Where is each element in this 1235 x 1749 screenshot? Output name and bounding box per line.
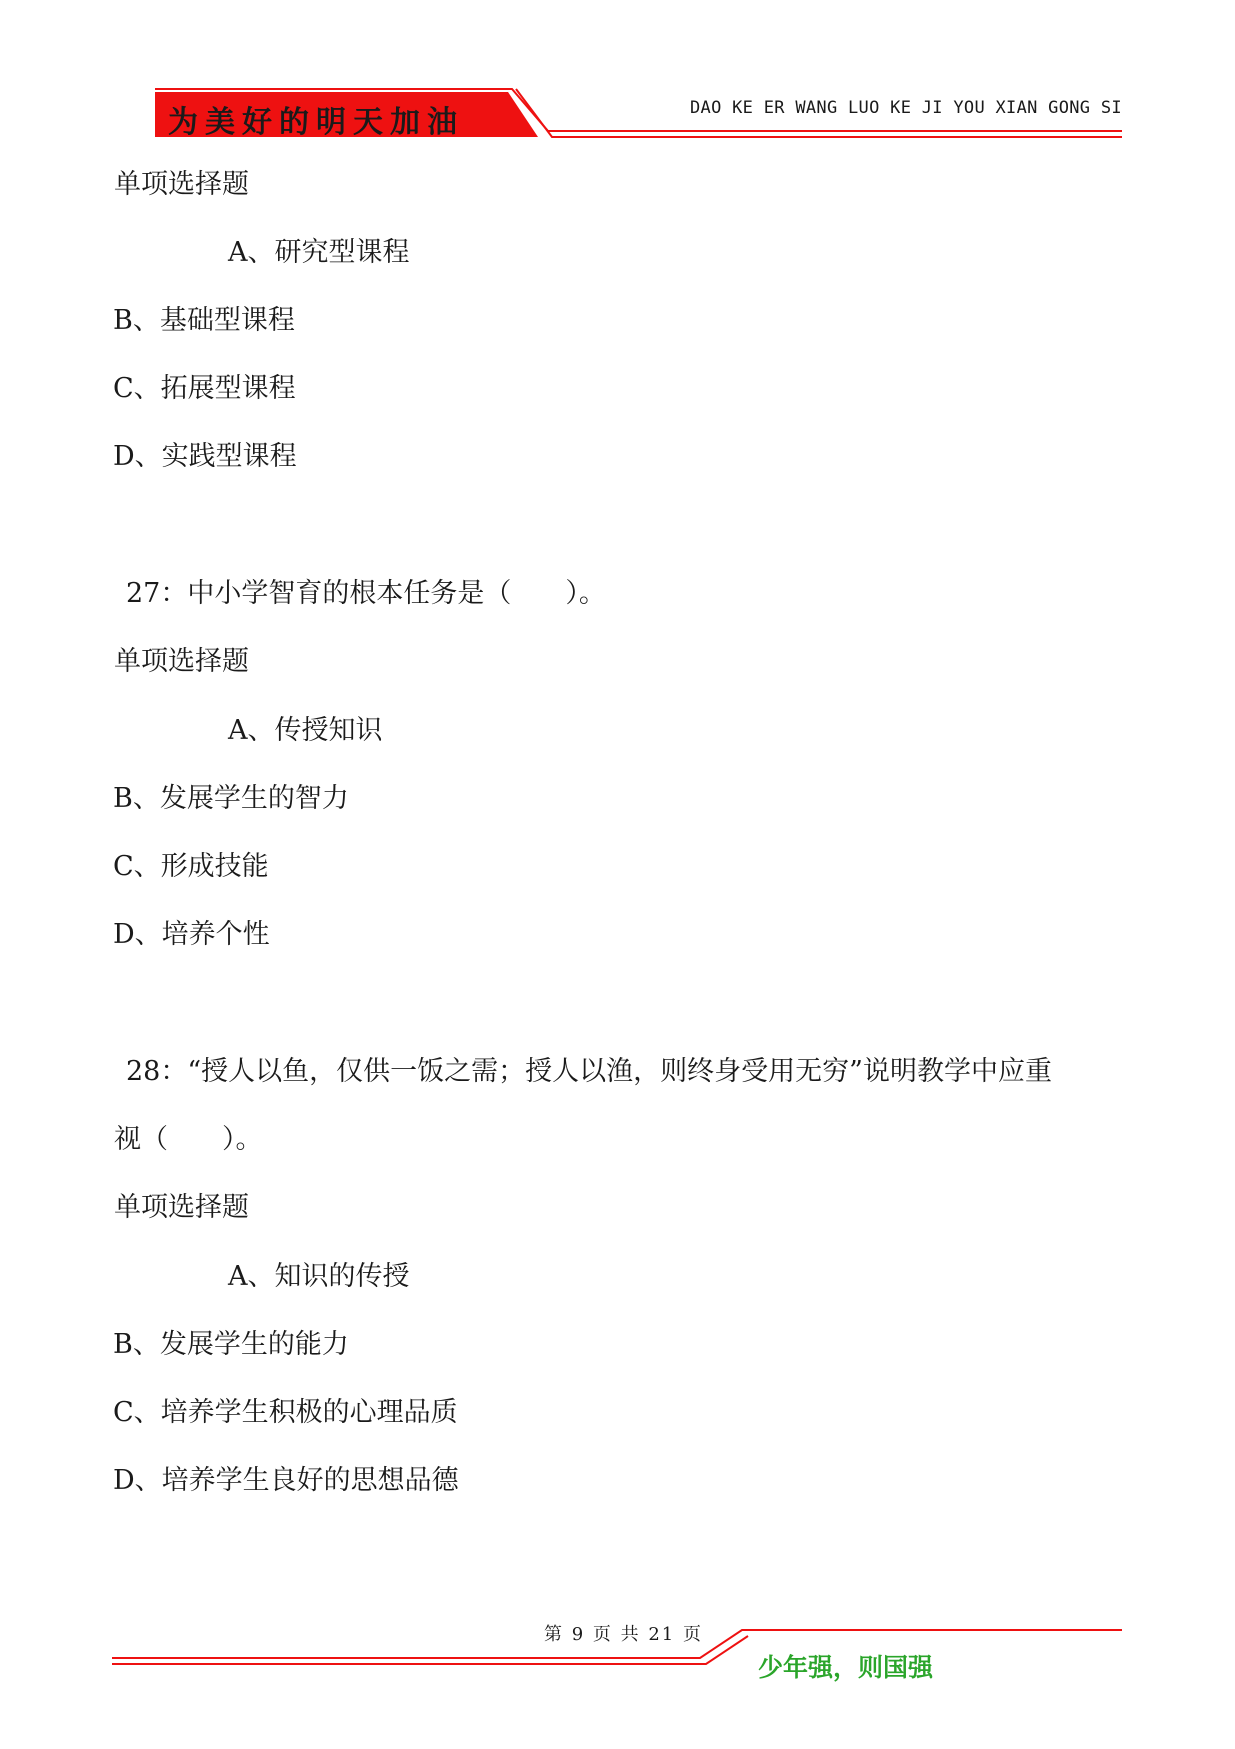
option-c: C、培养学生积极的心理品质 [113, 1397, 458, 1428]
footer-rule-top [112, 1630, 1122, 1658]
question-type-label: 单项选择题 [114, 646, 249, 677]
footer-rule-graphic [0, 1590, 1235, 1710]
question-stem: 27：中小学智育的根本任务是（ ）。 [126, 578, 606, 609]
option-d: D、实践型课程 [113, 441, 297, 472]
footer-motto: 少年强，则国强 [758, 1653, 934, 1682]
question-stem-continued: 视（ ）。 [114, 1124, 263, 1155]
option-b: B、发展学生的能力 [113, 1329, 349, 1360]
option-a: A、传授知识 [228, 715, 383, 746]
header-slogan: 为美好的明天加油 [168, 105, 464, 140]
page-footer [0, 1590, 1235, 1710]
option-c: C、形成技能 [113, 851, 269, 882]
question-type-label: 单项选择题 [114, 169, 249, 200]
footer-rule-bottom [112, 1636, 748, 1664]
option-b: B、基础型课程 [113, 305, 295, 336]
page-number: 第 9 页 共 21 页 [544, 1624, 703, 1645]
question-stem: 28：“授人以鱼，仅供一饭之需；授人以渔，则终身受用无穷”说明教学中应重 [126, 1056, 1052, 1087]
option-a: A、研究型课程 [228, 237, 410, 268]
page-header [0, 0, 1235, 150]
question-type-label: 单项选择题 [114, 1192, 249, 1223]
option-d: D、培养学生良好的思想品德 [113, 1465, 459, 1496]
option-d: D、培养个性 [113, 919, 270, 950]
option-c: C、拓展型课程 [113, 373, 296, 404]
header-company-name: DAO KE ER WANG LUO KE JI YOU XIAN GONG SI [690, 98, 1122, 118]
option-b: B、发展学生的智力 [113, 783, 349, 814]
option-a: A、知识的传授 [228, 1261, 410, 1292]
